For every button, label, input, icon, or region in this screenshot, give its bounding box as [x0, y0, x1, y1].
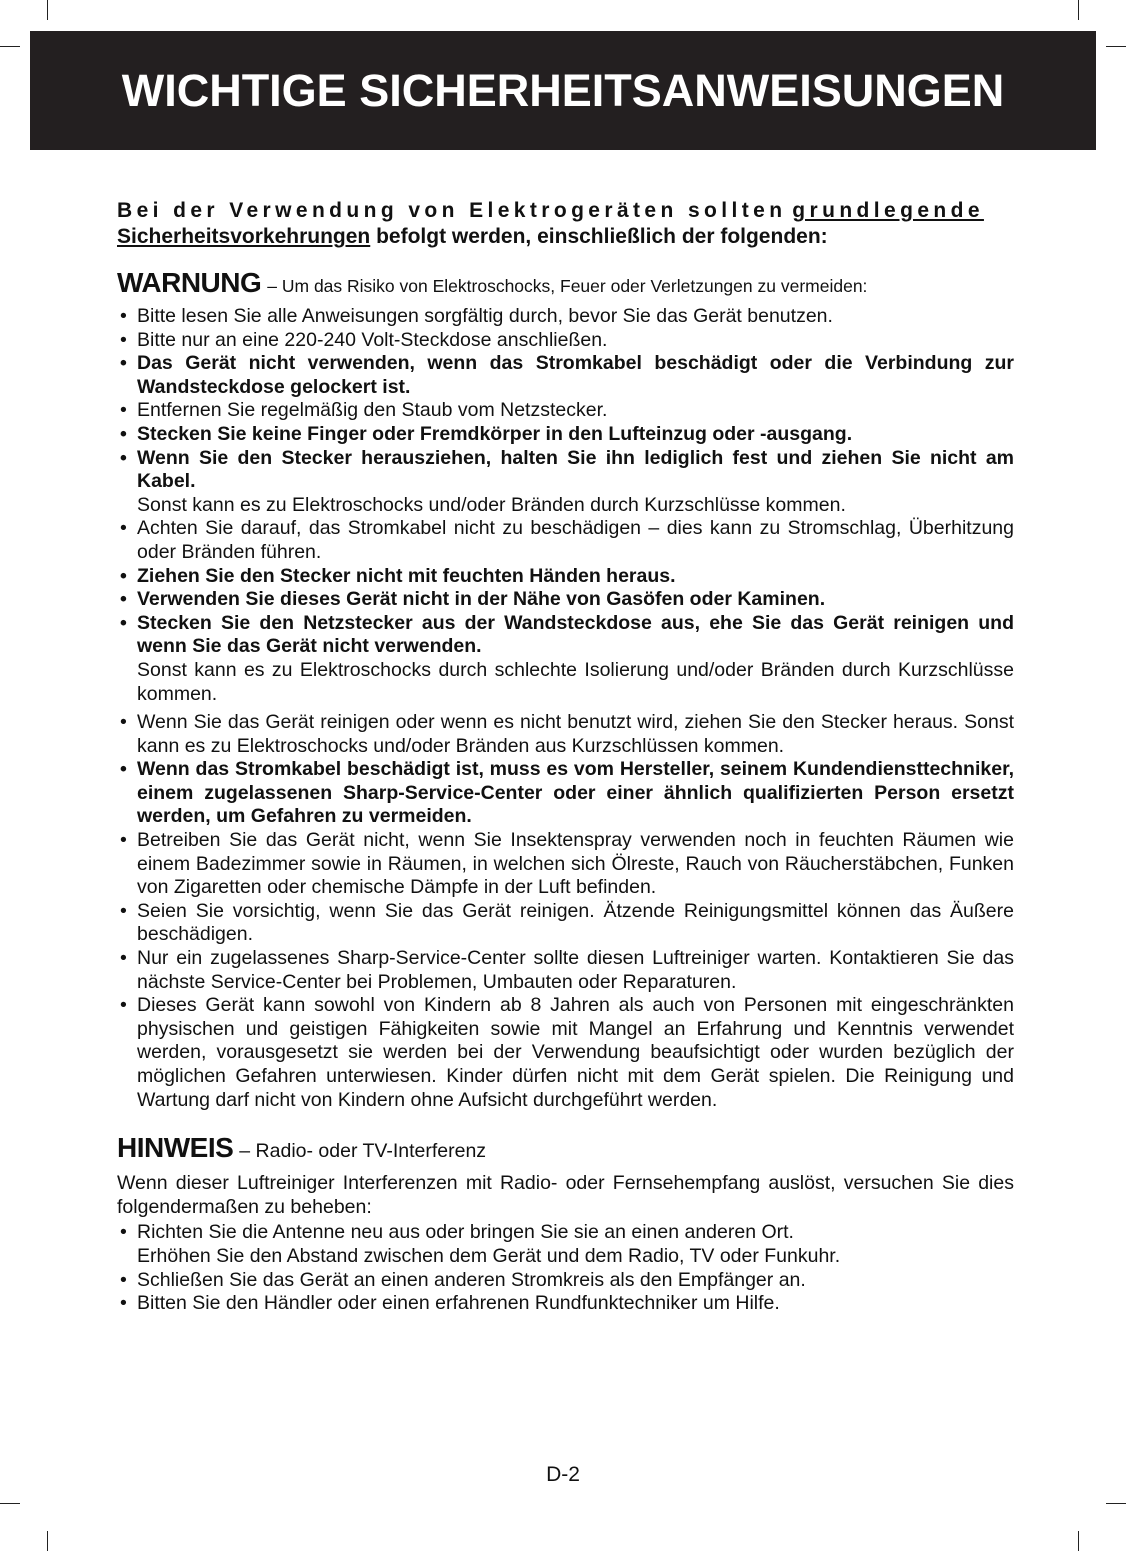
list-item: • Verwenden Sie dieses Gerät nicht in der Nähe von Gasöfen oder Kaminen.	[117, 588, 1014, 612]
list-item-text: Stecken Sie den Netzstecker aus der Wandsteckdose aus, ehe Sie das Gerät reinigen und wenn Sie das Gerät nicht verwenden.	[137, 611, 1014, 658]
warning-title: WARNUNG	[117, 267, 262, 298]
hinweis-list	[117, 1221, 1014, 1315]
list-item: • Nur ein zugelassenes Sharp-Service-Center sollte diesen Luftreiniger warten. Kontaktieren Sie das nächste Service-Center bei Problemen, Umbauten oder Reparaturen.	[117, 947, 1014, 994]
list-item-text: Wenn Sie den Stecker herausziehen, halten Sie ihn lediglich fest und ziehen Sie nicht am Kabel.	[137, 446, 1014, 493]
list-item	[117, 447, 1014, 518]
hinweis-intro: Wenn dieser Luftreiniger Interferenzen mit Radio- oder Fernsehempfang auslöst, versuchen Sie dies folgendermaßen zu beheben:	[117, 1172, 1014, 1218]
list-item: • Schließen Sie das Gerät an einen anderen Stromkreis als den Empfänger an.	[117, 1269, 1014, 1293]
list-item: • Ziehen Sie den Stecker nicht mit feuchten Händen heraus.	[117, 565, 1014, 589]
list-item: • Das Gerät nicht verwenden, wenn das Stromkabel beschädigt oder die Verbindung zur Wandsteckdose gelockert ist.	[117, 352, 1014, 399]
hinweis-title: HINWEIS	[117, 1132, 234, 1164]
main-content	[117, 198, 1014, 1316]
hinweis-heading	[117, 1132, 1014, 1164]
crop-mark	[1078, 1531, 1079, 1551]
list-item: • Dieses Gerät kann sowohl von Kindern ab 8 Jahren als auch von Personen mit eingeschränkten physischen und geistigen Fähigkeiten sowie mit Mangel an Erfahrung und Kenntnis verwendet werden, vorausgesetzt sie werden bei der Verwendung beaufsichtigt oder wurden bezüglich der möglichen Gefahren unterwiesen. Kinder dürfen nicht mit dem Gerät spielen. Die Reinigung und Wartung darf nicht von Kindern ohne Aufsicht durchgeführt werden.	[117, 994, 1014, 1112]
list-item: • Bitten Sie den Händler oder einen erfahrenen Rundfunktechniker um Hilfe.	[117, 1292, 1014, 1316]
list-item: • Seien Sie vorsichtig, wenn Sie das Gerät reinigen. Ätzende Reinigungsmittel können das Äußere beschädigen.	[117, 900, 1014, 947]
crop-mark	[1078, 0, 1079, 20]
header-banner	[30, 31, 1096, 150]
list-item-note: Sonst kann es zu Elektroschocks und/oder Bränden durch Kurzschlüsse kommen.	[137, 493, 846, 516]
hinweis-subtitle: – Radio- oder TV-Interferenz	[239, 1140, 487, 1163]
page-title: WICHTIGE SICHERHEITSANWEISUNGEN	[121, 64, 1005, 116]
page-number: D-2	[546, 1463, 580, 1486]
list-item	[117, 612, 1014, 706]
intro-underlined: Sicherheitsvorkehrungen	[117, 225, 371, 248]
intro-paragraph	[117, 198, 1014, 250]
crop-mark	[47, 1531, 48, 1551]
intro-underlined: grundlegende	[792, 199, 984, 222]
list-item-note: Erhöhen Sie den Abstand zwischen dem Gerät und dem Radio, TV oder Funkuhr.	[137, 1244, 841, 1267]
list-item	[117, 1221, 1014, 1268]
list-item: • Wenn das Stromkabel beschädigt ist, muss es vom Hersteller, seinem Kundendiensttechniker, einem zugelassenen Sharp-Service-Center oder einer ähnlich qualifizierten Person ersetzt werden, um Gefahren zu vermeiden.	[117, 758, 1014, 829]
list-item: • Betreiben Sie das Gerät nicht, wenn Sie Insektenspray verwenden noch in feuchten Räumen wie einem Badezimmer sowie in Räumen, in welchen sich Ölreste, Rauch von Räucherstäbchen, Funken von Zigaretten oder chemische Dämpfe in der Luft befinden.	[117, 829, 1014, 900]
list-item: • Achten Sie darauf, das Stromkabel nicht zu beschädigen – dies kann zu Stromschlag, Überhitzung oder Bränden führen.	[117, 517, 1014, 564]
intro-text: befolgt werden, einschließlich der folgenden:	[376, 225, 828, 248]
list-item-text: Richten Sie die Antenne neu aus oder bringen Sie sie an einen anderen Ort.	[137, 1221, 794, 1244]
crop-mark	[1106, 1503, 1126, 1504]
list-item-note: Sonst kann es zu Elektroschocks durch schlechte Isolierung und/oder Bränden durch Kurzschlüsse kommen.	[137, 658, 1014, 705]
crop-mark	[0, 46, 20, 47]
warning-subtitle: – Um das Risiko von Elektroschocks, Feuer oder Verletzungen zu vermeiden:	[267, 276, 868, 296]
list-item: • Wenn Sie das Gerät reinigen oder wenn es nicht benutzt wird, ziehen Sie den Stecker heraus. Sonst kann es zu Elektroschocks und/oder Bränden aus Kurzschlüssen kommen.	[117, 711, 1014, 758]
list-item: • Stecken Sie keine Finger oder Fremdkörper in den Lufteinzug oder -ausgang.	[117, 423, 1014, 447]
warning-heading	[117, 267, 1014, 299]
list-item: • Bitte nur an eine 220-240 Volt-Steckdose anschließen.	[117, 329, 1014, 353]
crop-mark	[0, 1503, 20, 1504]
crop-mark	[47, 0, 48, 20]
intro-text: Bei der Verwendung von Elektrogeräten sollten	[117, 199, 787, 222]
list-item: • Entfernen Sie regelmäßig den Staub vom Netzstecker.	[117, 399, 1014, 423]
warning-list	[117, 305, 1014, 1112]
crop-mark	[1106, 46, 1126, 47]
list-item: • Bitte lesen Sie alle Anweisungen sorgfältig durch, bevor Sie das Gerät benutzen.	[117, 305, 1014, 329]
